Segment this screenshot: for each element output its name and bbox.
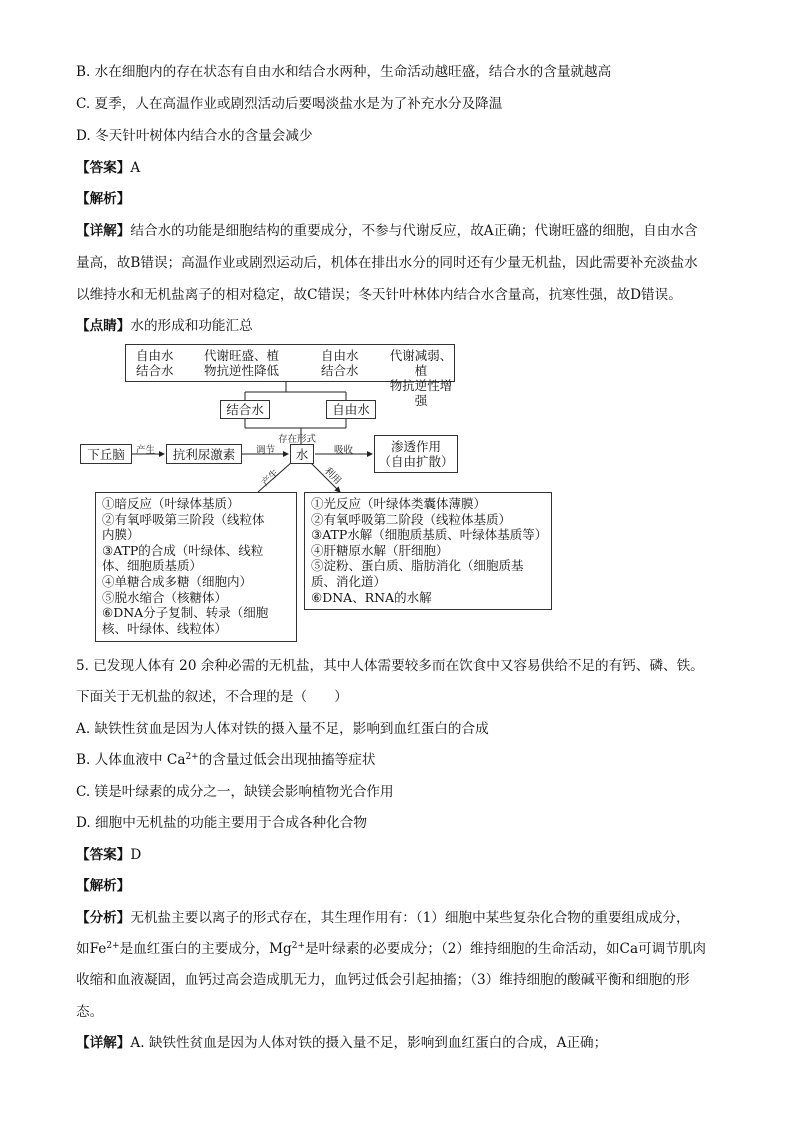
produce-list (102, 496, 268, 636)
q5-analysis-text-1: 无机盐主要以离子的形式存在，其生理作用有：（1）细胞中某些复杂化合物的重要组成成分， (130, 910, 690, 926)
q4-point (76, 316, 726, 336)
q4-detail-line-1 (76, 221, 726, 241)
analysis-label: 【解析】 (76, 191, 131, 207)
bound-water-label-2: 结合水 (321, 363, 359, 378)
label-form: 存在形式 (278, 434, 317, 445)
use_list-item: ①光反应（叶绿体类囊体薄膜） (311, 496, 487, 511)
adh-box: 抗利尿激素 (166, 444, 242, 464)
produce-list-box (95, 492, 297, 642)
q5-detail-text: A. 缺铁性贫血是因为人体对铁的摄入量不足，影响到血红蛋白的合成，A正确； (130, 1035, 608, 1051)
option-b-pre: B. 人体血液中 Ca (76, 752, 186, 768)
label-generate: 产生 (259, 467, 282, 489)
q5-analysis-line-3: 收缩和血液凝固，血钙过高会造成肌无力，血钙过低会引起抽搐；（3）维持细胞的酸碱平衡和细胞的形 (76, 972, 690, 988)
q5-answer (76, 845, 726, 865)
q5-option-d: D. 细胞中无机盐的功能主要用于合成各种化合物 (76, 815, 367, 831)
q5-detail-label: 【详解】 (76, 1035, 131, 1051)
top-summary-box (125, 344, 455, 408)
q5-analysis-label-text: 【解析】 (76, 878, 131, 894)
option-b-sup: 2+ (185, 752, 199, 762)
q5-analysis-line-4: 态。 (76, 1004, 104, 1020)
option-c-prev: C. 夏季，人在高温作业或剧烈活动后要喝淡盐水是为了补充水分及降温 (76, 96, 503, 112)
produce_list-item: 核、叶绿体、线粒体） (102, 620, 228, 636)
q4-analysis-label (76, 189, 726, 209)
q5-option-a: A. 缺铁性贫血是因为人体对铁的摄入量不足，影响到血红蛋白的合成 (76, 721, 489, 737)
analysis-2sup: 2+ (106, 941, 120, 951)
q5-stem-1: 5. 已发现人体有 20 余种必需的无机盐，其中人体需要较多而在饮食中又容易供给不足的有钙、磷、铁。 (76, 658, 704, 674)
desc-1b: 物抗逆性降低 (204, 363, 280, 378)
analysis-2sup2: 2+ (291, 941, 306, 951)
q5-stem-2: 下面关于无机盐的叙述，不合理的是（ ） (76, 689, 348, 705)
label-use: 利用 (321, 465, 344, 487)
produce_list-item: ③ATP的合成（叶绿体、线粒 (102, 542, 264, 558)
desc-2b: 物抗逆性增强 (389, 378, 453, 408)
q5-analysis-line-1 (76, 908, 726, 928)
q4-detail-line-2: 量高，故B错误；高温作业或剧烈运动后，机体在排出水分的同时还有少量无机盐，因此需要补充淡盐水 (76, 255, 698, 271)
point-label: 【点睛】 (76, 318, 131, 334)
q4-detail-line-3: 以维持水和无机盐离子的相对稳定，故C错误；冬天针叶林体内结合水含量高，抗寒性强，故D错误。 (76, 287, 682, 303)
q5-analysis-label (76, 876, 726, 896)
use_list-item: ④肝糖原水解（肝细胞） (311, 542, 449, 558)
use_list-item: ③ATP水解（细胞质基质、叶绿体基质等） (311, 527, 548, 543)
label-regulate: 调节 (256, 445, 276, 456)
free-water-label-2: 自由水 (321, 348, 359, 363)
use_list-item: ⑥DNA、RNA的水解 (311, 589, 432, 605)
use-list (311, 496, 548, 605)
osmosis-box (374, 435, 458, 473)
produce_list-item: ④单糖合成多糖（细胞内） (102, 573, 253, 589)
osmosis-label: 渗透作用 (390, 439, 441, 454)
label-absorb: 吸收 (334, 445, 354, 456)
desc-1a: 代谢旺盛、植 (204, 348, 280, 363)
q5-option-c: C. 镁是叶绿素的成分之一，缺镁会影响植物光合作用 (76, 784, 394, 800)
option-d-prev: D. 冬天针叶树体内结合水的含量会减少 (76, 128, 313, 144)
q5-answer-label: 【答案】 (76, 847, 131, 863)
analysis-2a: 如Fe (76, 941, 107, 957)
hypothalamus-box: 下丘脑 (80, 444, 132, 464)
q5-detail-line (76, 1033, 726, 1053)
q5-answer-value: D (130, 847, 142, 863)
produce_list-item: ①暗反应（叶绿体基质） (102, 496, 240, 511)
free-diffusion-label: （自由扩散） (378, 454, 454, 469)
produce_list-item: ⑥DNA分子复制、转录（细胞 (102, 605, 269, 621)
bound-water-label-1: 结合水 (136, 363, 174, 378)
water-summary-diagram (80, 344, 560, 642)
detail-text-1: 结合水的功能是细胞结构的重要成分，不参与代谢反应，故A正确；代谢旺盛的细胞，自由水含 (130, 223, 698, 239)
answer-value: A (130, 160, 141, 176)
answer-label: 【答案】 (76, 160, 131, 176)
option-b-prev: B. 水在细胞内的存在状态有自由水和结合水两种，生命活动越旺盛，结合水的含量就越高 (76, 64, 612, 80)
use_list-item: 质、消化道） (311, 573, 387, 589)
bound-water-box: 结合水 (220, 400, 270, 419)
analysis-2b: 是血红蛋白的主要成分，Mg (119, 941, 292, 957)
use_list-item: ⑤淀粉、蛋白质、脂肪消化（细胞质基 (311, 558, 524, 574)
q5-analysis-line-2 (76, 939, 726, 959)
water-box: 水 (290, 444, 314, 464)
produce_list-item: ⑤脱水缩合（核糖体） (102, 589, 228, 605)
desc-2a: 代谢减弱、植 (389, 348, 453, 378)
point-text: 水的形成和功能汇总 (130, 318, 253, 334)
produce_list-item: 体、细胞质基质） (102, 558, 203, 574)
label-produce: 产生 (136, 445, 156, 456)
free-water-box: 自由水 (326, 400, 376, 419)
free-water-label-1: 自由水 (136, 348, 174, 363)
use-list-box (304, 492, 552, 610)
produce_list-item: ②有氧呼吸第三阶段（线粒体 (102, 511, 265, 527)
detail-label: 【详解】 (76, 223, 131, 239)
q5-option-b (76, 750, 726, 770)
produce_list-item: 内膜） (102, 527, 140, 543)
use_list-item: ②有氧呼吸第二阶段（线粒体基质） (311, 511, 512, 527)
analysis-2c: 是叶绿素的必要成分；（2）维持细胞的生命活动，如Ca可调节肌肉 (305, 941, 707, 957)
q4-answer (76, 158, 726, 178)
option-b-post: 的含量过低会出现抽搐等症状 (198, 752, 376, 768)
q5-analysis2-label: 【分析】 (76, 910, 131, 926)
